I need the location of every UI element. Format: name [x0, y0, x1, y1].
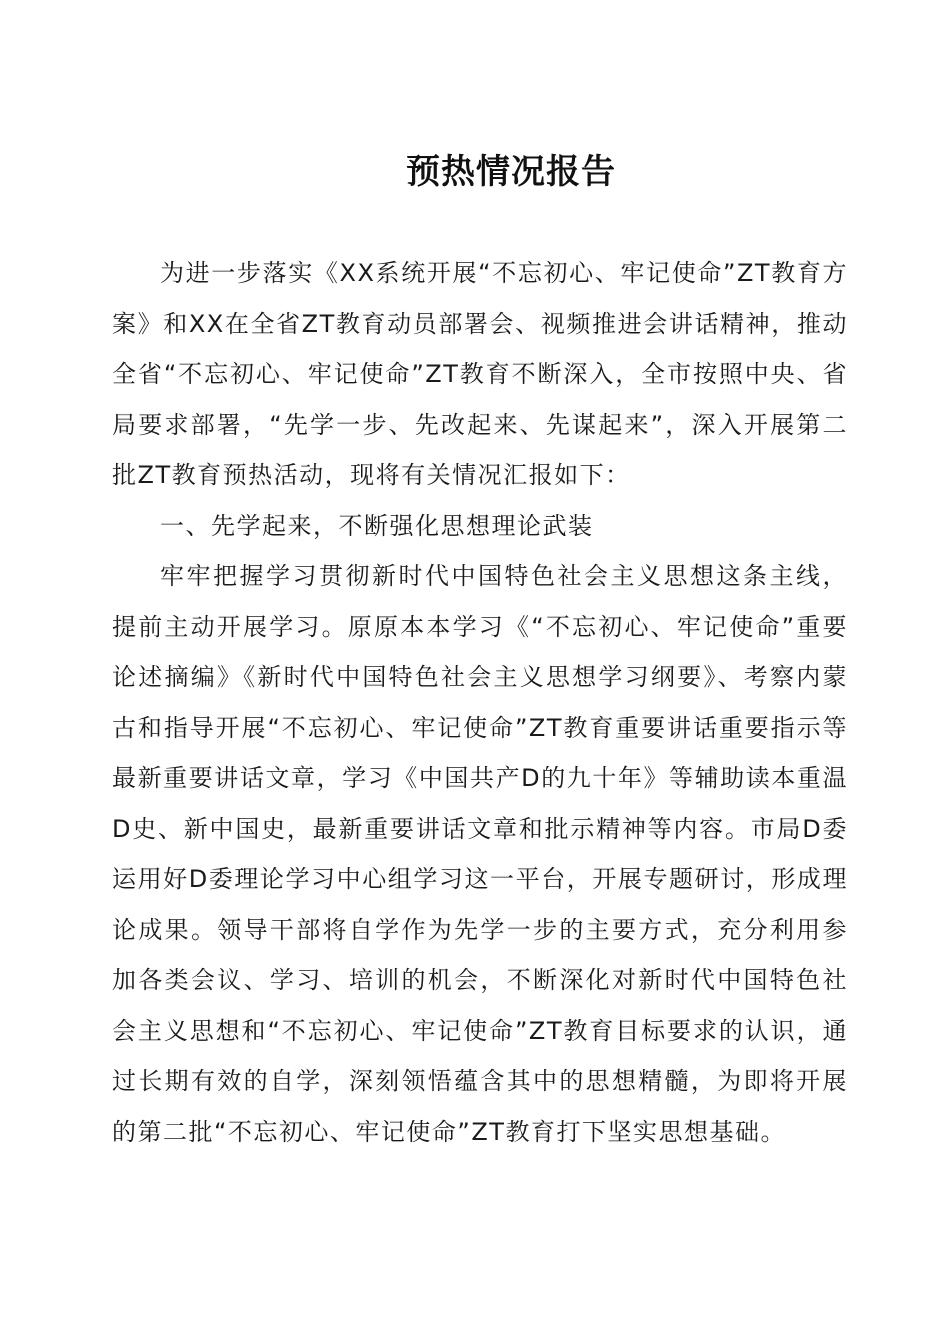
- document-body: [112, 248, 848, 1157]
- intro-paragraph: 为进一步落实《XX系统开展“不忘初心、牢记使命”ZT教育方案》和XX在全省ZT教育动员部署会、视频推进会讲话精神，推动全省“不忘初心、牢记使命”ZT教育不断深入，全市按照中央、省局要求部署，“先学一步、先改起来、先谋起来”，深入开展第二批ZT教育预热活动，现将有关情况汇报如下：: [112, 259, 848, 489]
- document-title: 预热情况报告: [406, 152, 616, 192]
- section-paragraph: 牢牢把握学习贯彻新时代中国特色社会主义思想这条主线，提前主动开展学习。原原本本学习《“不忘初心、牢记使命”重要论述摘编》《新时代中国特色社会主义思想学习纲要》、考察内蒙古和指导开展“不忘初心、牢记使命”ZT教育重要讲话重要指示等最新重要讲话文章，学习《中国共产D的九十年》等辅助读本重温D史、新中国史，最新重要讲话文章和批示精神等内容。市局D委运用好D委理论学习中心组学习这一平台，开展专题研讨，形成理论成果。领导干部将自学作为先学一步的主要方式，充分利用参加各类会议、学习、培训的机会，不断深化对新时代中国特色社会主义思想和“不忘初心、牢记使命”ZT教育目标要求的认识，通过长期有效的自学，深刻领悟蕴含其中的思想精髓，为即将开展的第二批“不忘初心、牢记使命”ZT教育打下坚实思想基础。: [112, 562, 848, 1146]
- section-heading: 一、先学起来，不断强化思想理论武装: [160, 511, 594, 540]
